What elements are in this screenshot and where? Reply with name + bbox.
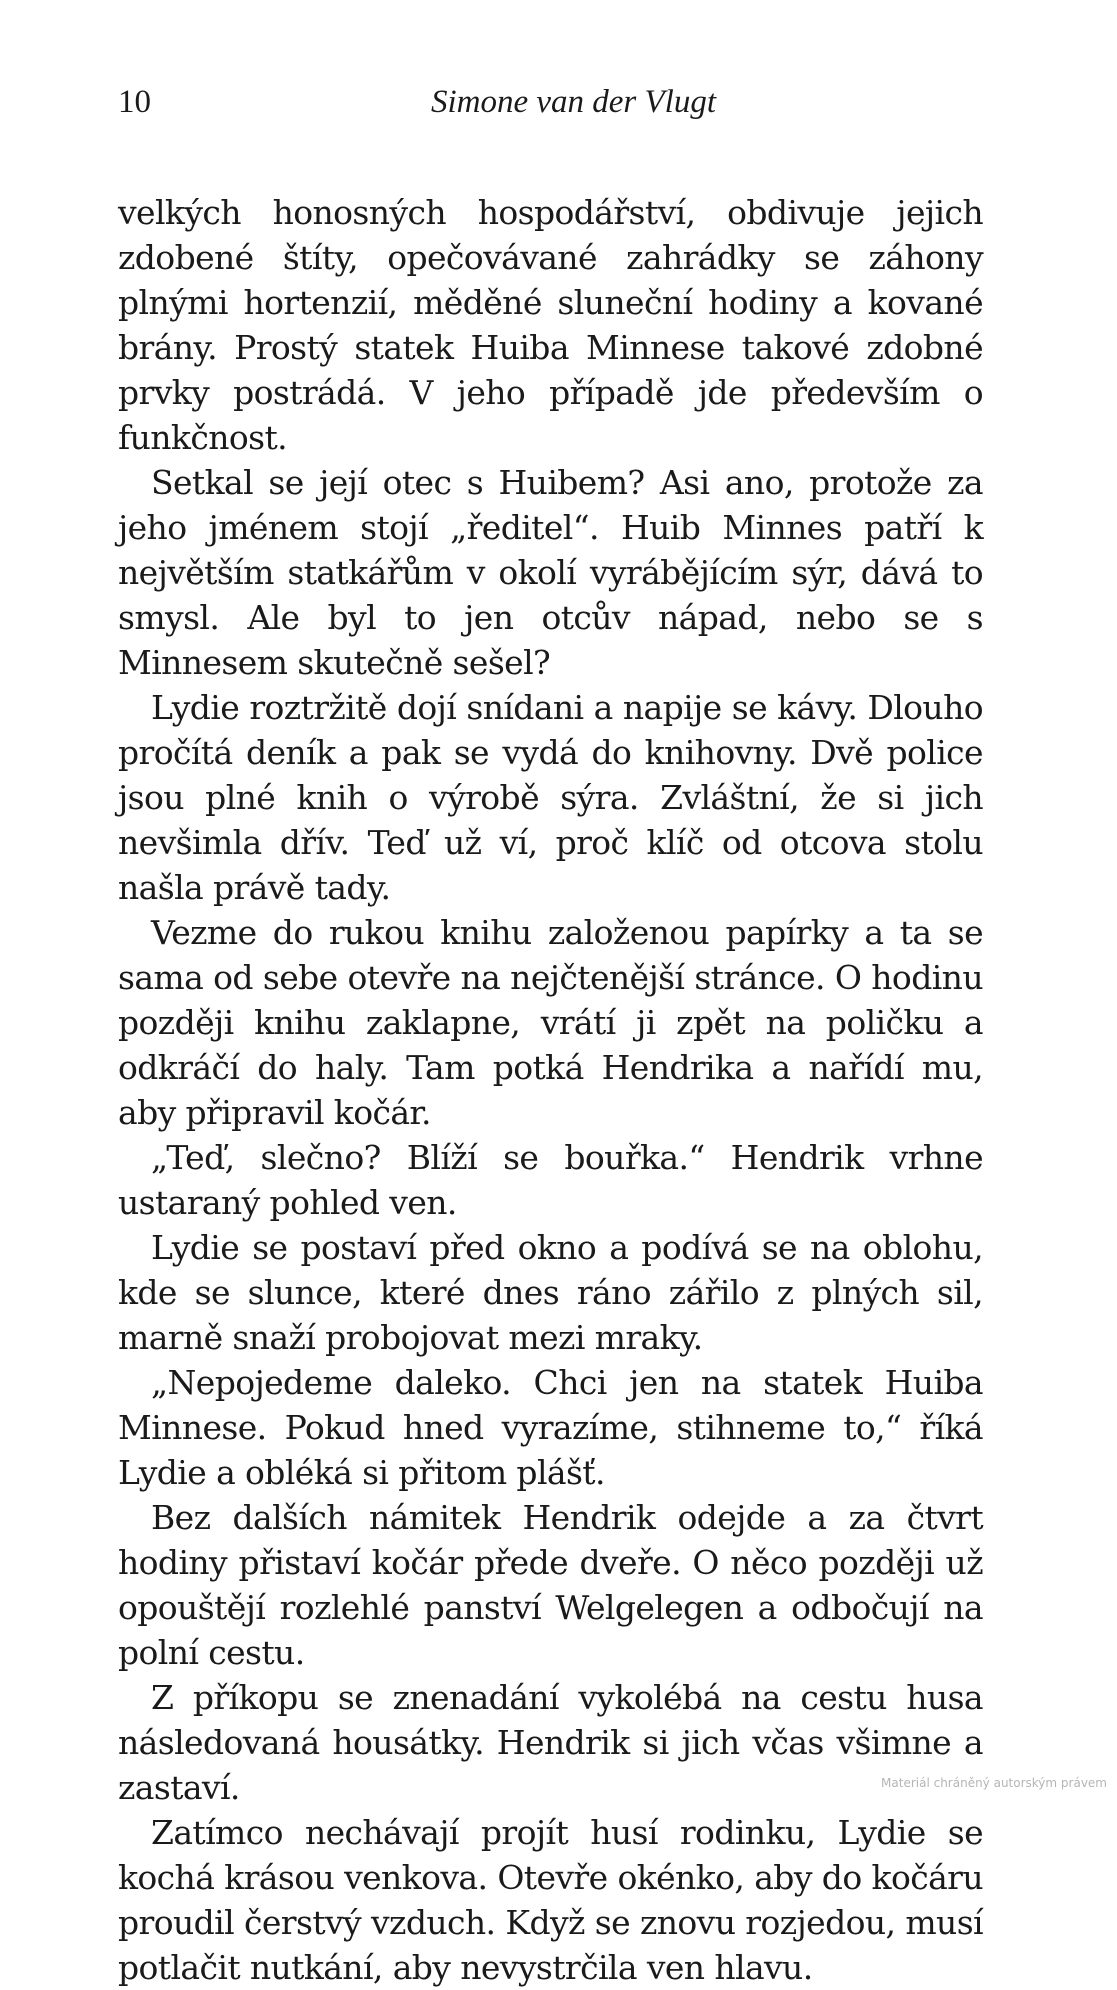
paragraph: Bez dalších námitek Hendrik odejde a za čtvrt hodiny přistaví kočár přede dveře. O něco později už opouštějí rozlehlé panství Welgelegen a odbočují na polní cestu. — [118, 1498, 983, 1672]
copyright-watermark: Materiál chráněný autorským právem — [881, 1776, 1107, 1790]
paragraph: „Nepojedeme daleko. Chci jen na statek Huiba Minnese. Pokud hned vyrazíme, stihneme to,“ říká Lydie a obléká si přitom plášť. — [118, 1363, 983, 1492]
paragraph: „Teď, slečno? Blíží se bouřka.“ Hendrik vrhne ustaraný pohled ven. — [118, 1138, 983, 1222]
paragraph: Setkal se její otec s Huibem? Asi ano, protože za jeho jménem stojí „ředitel“. Huib Minnes patří k největším statkářům v okolí vyrábějícím sýr, dává to smysl. Ale byl to jen otcův nápad, nebo se s Minnesem skutečně sešel? — [118, 463, 983, 682]
body-text — [118, 190, 983, 1990]
page-number: 10 — [118, 84, 151, 120]
paragraph: velkých honosných hospodářství, obdivuje jejich zdobené štíty, opečovávané zahrádky se záhony plnými hortenzií, měděné sluneční hodiny a kované brány. Prostý statek Huiba Minnese takové zdobné prvky postrádá. V jeho případě jde především o funkčnost. — [118, 193, 983, 457]
paragraph: Lydie se postaví před okno a podívá se na oblohu, kde se slunce, které dnes ráno zářilo z plných sil, marně snaží probojovat mezi mraky. — [118, 1228, 983, 1357]
paragraph: Vezme do rukou knihu založenou papírky a ta se sama od sebe otevře na nejčtenější stránce. O hodinu později knihu zaklapne, vrátí ji zpět na poličku a odkráčí do haly. Tam potká Hendrika a nařídí mu, aby připravil kočár. — [118, 913, 983, 1132]
running-head-author: Simone van der Vlugt — [430, 84, 717, 120]
paragraph: Lydie roztržitě dojí snídani a napije se kávy. Dlouho pročítá deník a pak se vydá do knihovny. Dvě police jsou plné knih o výrobě sýra. Zvláštní, že si jich nevšimla dřív. Teď už ví, proč klíč od otcova stolu našla právě tady. — [118, 688, 983, 907]
paragraph: Z příkopu se znenadání vykolébá na cestu husa následovaná housátky. Hendrik si jich včas všimne a zastaví. — [118, 1678, 983, 1807]
paragraph: Zatímco nechávají projít husí rodinku, Lydie se kochá krásou venkova. Otevře okénko, aby do kočáru proudil čerstvý vzduch. Když se znovu rozjedou, musí potlačit nutkání, aby nevystrčila ven hlavu. — [118, 1813, 983, 1987]
